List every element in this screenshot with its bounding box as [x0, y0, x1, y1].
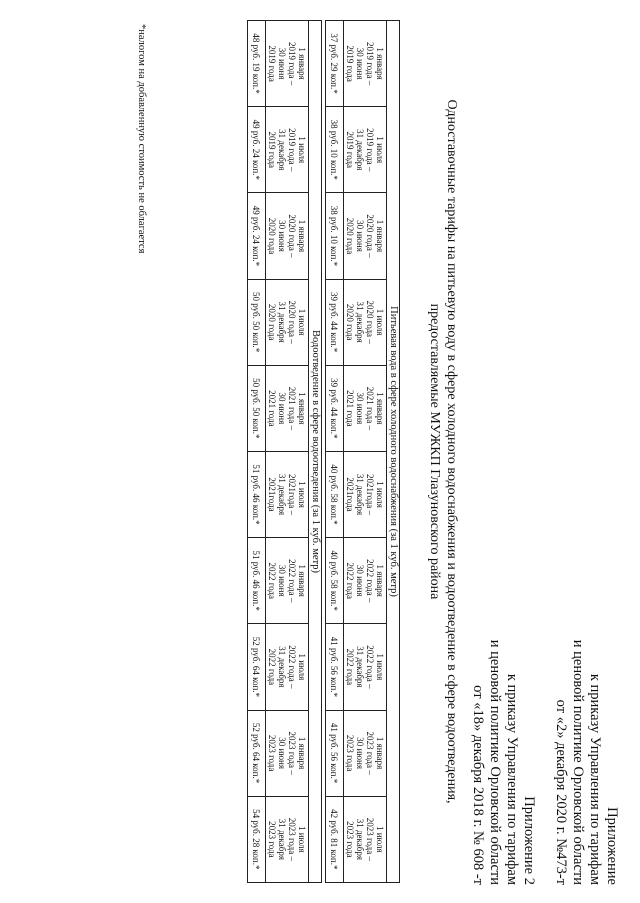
period-cell: 1 июля 2021года – 31 декабря 2021года: [266, 451, 309, 537]
gap-cell: [322, 21, 326, 883]
period-cell: 1 июля 2019 года – 31 декабря 2019 года: [344, 107, 387, 193]
appendix-date-line: от «2» декабря 2020 г. №473-т: [553, 699, 569, 885]
price-cell: 41 руб. 56 коп.*: [326, 624, 344, 710]
price-cell: 42 руб. 81 коп.*: [326, 796, 344, 882]
period-cell: 1 июля 2023 года – 31 декабря 2023 года: [344, 796, 387, 882]
price-cell: 40 руб. 58 коп.*: [326, 451, 344, 537]
price-cell: 50 руб. 50 коп.*: [248, 365, 266, 451]
price-cell: 50 руб. 50 коп.*: [248, 279, 266, 365]
price-cell: 40 руб. 58 коп.*: [326, 538, 344, 624]
section-header-row: [309, 21, 322, 883]
price-cell: 37 руб. 29 коп.*: [326, 21, 344, 107]
appendix-header: [552, 300, 620, 885]
price-cell: 38 руб. 10 коп.*: [326, 107, 344, 193]
document-title-line: предоставляемые МУЖКП Глазуновского района: [427, 303, 442, 600]
price-cell: 49 руб. 24 коп.*: [248, 107, 266, 193]
price-cell: 51 руб. 46 коп.*: [248, 451, 266, 537]
period-cell: 1 июля 2019 года – 31 декабря 2019 года: [266, 107, 309, 193]
period-cell: 1 января 2021 года – 30 июня 2021 года: [344, 365, 387, 451]
period-cell: 1 января 2022 года – 30 июня 2022 года: [344, 538, 387, 624]
vat-footnote: *налогом на добавленную стоимость не облагается: [136, 24, 147, 254]
period-cell: 1 января 2020 года – 30 июня 2020 года: [344, 193, 387, 279]
period-row: [344, 21, 387, 883]
period-cell: 1 января 2022 года – 30 июня 2022 года: [266, 538, 309, 624]
price-cell: 48 руб. 19 коп.*: [248, 21, 266, 107]
price-cell: 52 руб. 64 коп.*: [248, 710, 266, 796]
price-cell: 39 руб. 44 коп.*: [326, 279, 344, 365]
price-cell: 41 руб. 56 коп.*: [326, 710, 344, 796]
period-cell: 1 января 2020 года – 30 июня 2020 года: [266, 193, 309, 279]
appendix-title: Приложение: [604, 807, 620, 885]
price-cell: 39 руб. 44 коп.*: [326, 365, 344, 451]
period-cell: 1 января 2019 года – 30 июня 2019 года: [266, 21, 309, 107]
appendix-2-date-line: от «18» декабря 2018 г. № 608 -т: [470, 685, 486, 885]
price-row: [326, 21, 344, 883]
table-gap: [322, 21, 326, 883]
appendix-2-line: к приказу Управления по тарифам: [504, 673, 520, 885]
period-cell: 1 января 2019 года – 30 июня 2019 года: [344, 21, 387, 107]
period-cell: 1 июля 2021года – 31 декабря 2021года: [344, 451, 387, 537]
section-title: Питьевая вода в сфере холодного водоснабжения (за 1 куб. метр): [387, 21, 400, 883]
price-cell: 49 руб. 24 коп.*: [248, 193, 266, 279]
appendix-line: и ценовой политике Орловской области: [570, 639, 586, 885]
period-cell: 1 июля 2022 года – 31 декабря 2022 года: [344, 624, 387, 710]
section-header-row: [387, 21, 400, 883]
section-title: Водоотведение в сфере водоотведения (за 1 куб. метр): [309, 21, 322, 883]
price-cell: 52 руб. 64 коп.*: [248, 624, 266, 710]
price-row: [248, 21, 266, 883]
document-title-line: Одноставочные тарифы на питьевую воду в сфере холодного водоснабжения и водоотведение в сфере водоотведения,: [444, 99, 459, 804]
appendix-line: к приказу Управления по тарифам: [587, 673, 603, 885]
period-cell: 1 июля 2020 года – 31 декабря 2020 года: [266, 279, 309, 365]
price-cell: 54 руб. 28 коп.*: [248, 796, 266, 882]
appendix-2-title: Приложение 2: [521, 796, 537, 885]
price-cell: 38 руб. 10 коп.*: [326, 193, 344, 279]
period-cell: 1 января 2023 года – 30 июня 2023 года: [344, 710, 387, 796]
period-cell: 1 июля 2020 года – 31 декабря 2020 года: [344, 279, 387, 365]
appendix-2-header: [469, 300, 537, 885]
appendix-2-line: и ценовой политике Орловской области: [487, 639, 503, 885]
document-title: [426, 20, 460, 883]
period-cell: 1 июля 2022 года – 31 декабря 2022 года: [266, 624, 309, 710]
period-row: [266, 21, 309, 883]
period-cell: 1 января 2023 года – 30 июня 2023 года: [266, 710, 309, 796]
price-cell: 51 руб. 46 коп.*: [248, 538, 266, 624]
tariff-table: [247, 20, 400, 883]
period-cell: 1 января 2021 года – 30 июня 2021 года: [266, 365, 309, 451]
period-cell: 1 июля 2023 года – 31 декабря 2023 года: [266, 796, 309, 882]
